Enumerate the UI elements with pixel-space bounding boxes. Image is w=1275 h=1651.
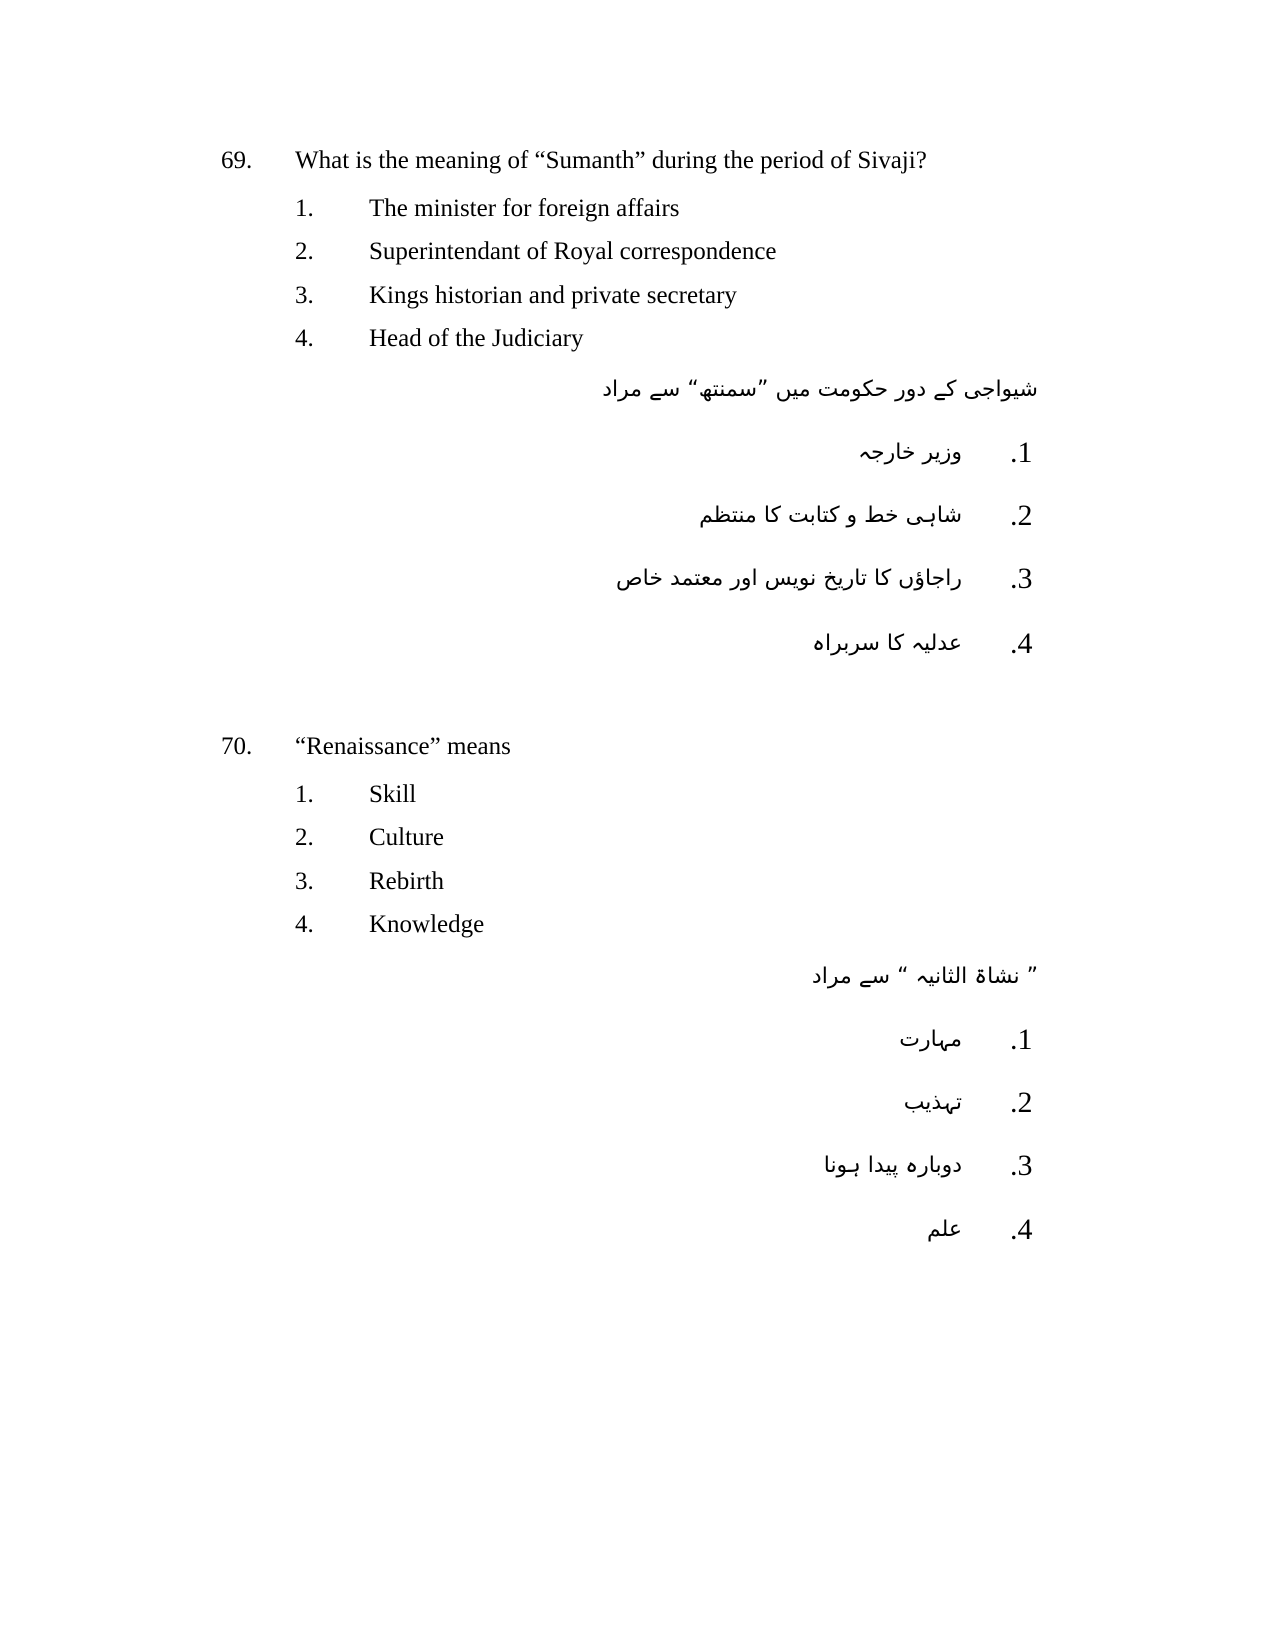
urdu-option-text: علم (926, 1217, 962, 1242)
urdu-option-text: مہارت (899, 1027, 962, 1052)
option-text: Skill (369, 781, 417, 808)
option-number: 1. (295, 195, 314, 222)
option-number: 4. (295, 325, 314, 352)
question-text: “Renaissance” means (295, 733, 511, 760)
urdu-question-text: شیواجی کے دور حکومت میں ”سمنتھ“ سے مراد (602, 377, 1038, 402)
option-text: Rebirth (369, 868, 444, 895)
urdu-option-number: 1. (1010, 436, 1033, 469)
option-number: 2. (295, 824, 314, 851)
urdu-option-text: تہذیب (903, 1090, 962, 1115)
question-number: 70. (221, 733, 253, 760)
option-text: The minister for foreign affairs (369, 195, 680, 222)
urdu-option-number: 4. (1010, 1213, 1033, 1246)
urdu-question-text: ” نشاۃ الثانیہ “ سے مراد (811, 964, 1038, 989)
option-text: Superintendant of Royal correspondence (369, 238, 777, 265)
option-text: Kings historian and private secretary (369, 282, 737, 309)
option-number: 1. (295, 781, 314, 808)
urdu-option-number: 4. (1010, 627, 1033, 660)
urdu-option-text: دوبارہ پیدا ہونا (823, 1153, 962, 1178)
urdu-option-number: 3. (1010, 562, 1033, 595)
option-number: 4. (295, 911, 314, 938)
option-number: 2. (295, 238, 314, 265)
urdu-option-text: راجاؤں کا تاریخ نویس اور معتمد خاص (616, 566, 962, 591)
question-number: 69. (221, 147, 253, 174)
urdu-option-number: 3. (1010, 1149, 1033, 1182)
urdu-option-text: وزیر خارجہ (858, 440, 962, 465)
urdu-option-text: شاہی خط و کتابت کا منتظم (699, 503, 962, 528)
urdu-option-number: 1. (1010, 1023, 1033, 1056)
option-text: Culture (369, 824, 444, 851)
question-text: What is the meaning of “Sumanth” during the period of Sivaji? (295, 147, 927, 174)
urdu-option-text: عدلیہ کا سربراہ (812, 631, 962, 656)
urdu-option-number: 2. (1010, 499, 1033, 532)
option-number: 3. (295, 282, 314, 309)
option-text: Head of the Judiciary (369, 325, 584, 352)
option-text: Knowledge (369, 911, 485, 938)
urdu-option-number: 2. (1010, 1086, 1033, 1119)
option-number: 3. (295, 868, 314, 895)
